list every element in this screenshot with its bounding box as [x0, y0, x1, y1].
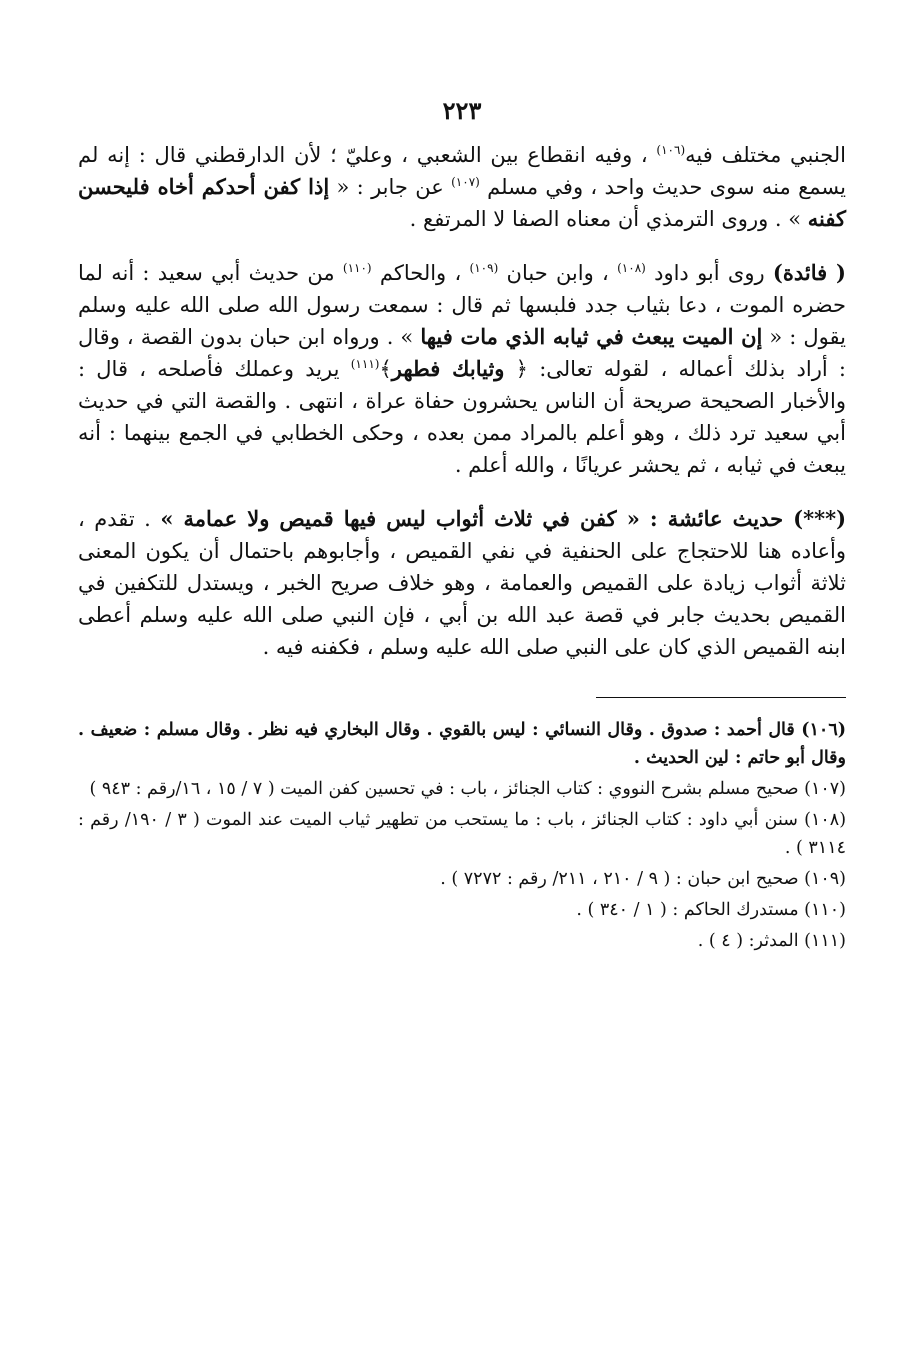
page-number: ٢٢٣ [442, 96, 482, 125]
footnote-109: (١٠٩) صحيح ابن حبان : ( ٩ / ٢١٠ ، ٢١١/ رقم : ٧٢٧٢ ) . [440, 869, 846, 889]
footnote-separator [596, 697, 846, 698]
footnote-106: (١٠٦) قال أحمد : صدوق . وقال النسائي : ليس بالقوي . وقال البخاري فيه نظر . وقال مسلم : ضعيف . وقال أبو حاتم : لين الحديث . [78, 720, 846, 768]
footnote-ref-109: (١٠٩) [469, 261, 499, 275]
faida-label: ( فائدة) [772, 260, 846, 285]
text: » . وروى الترمذي أن معناه الصفا لا المرتفع . [409, 207, 808, 231]
text: من حديث أبي سعيد : أنه لما حضره الموت ، دعا بثياب جدد فلبسها ثم قال : سمعت رسول الله صلى الله عليه وسلم يقول : « [78, 261, 846, 349]
text: عن جابر : « [329, 175, 452, 199]
footnote-separator-wrap [78, 697, 846, 698]
text: ، وابن حبان [498, 261, 618, 285]
text: » . ورواه ابن حبان بدون القصة ، وقال : أراد بذلك أعماله ، لقوله تعالى: ﴿ [78, 325, 846, 381]
footnotes [78, 716, 846, 955]
text: . تقدم ، وأعاده هنا للاحتجاج على الحنفية في نفي القميص ، وأجابوهم باحتمال أن يكون المعنى ثلاثة أثواب زيادة على القميص والعمامة ، وهو خلاف صريح الخبر ، ويستدل للتكفين في القميص بحديث جابر في قصة عبد الله بن أبي ، فإن النبي صلى الله عليه وسلم أعطى ابنه القميص الذي كان على النبي صلى الله عليه وسلم ، فكفنه فيه . [78, 507, 846, 659]
footnote-ref-107: (١٠٧) [451, 175, 480, 189]
text: ، والحاكم [371, 261, 470, 285]
footnote-ref-108: (١٠٨) [617, 261, 646, 275]
hadith-text: إن الميت يبعث في ثيابه الذي مات فيها [420, 324, 763, 349]
footnote-ref-110: (١١٠) [342, 261, 372, 275]
footnote-ref-106: (١٠٦) [656, 143, 686, 157]
hadith-text: إذا كفن أحدكم أخاه فليحسن كفنه [78, 174, 846, 231]
quran-verse: وثيابك فطهر [391, 356, 505, 381]
text: ﴾ [379, 357, 392, 381]
footnote-111: (١١١) المدثر: ( ٤ ) . [697, 931, 846, 951]
text: ، وفيه انقطاع بين الشعبي ، وعليّ ؛ لأن الدارقطني قال : إنه لم يسمع منه سوى حديث واحد ، وفي مسلم [78, 143, 846, 199]
footnote-ref-111: (١١١) [350, 357, 380, 371]
footnote-108: (١٠٨) سنن أبي داود : كتاب الجنائز ، باب : ما يستحب من تطهير ثياب الميت عند الموت ( ٣ / ١٩٠/ رقم : ٣١١٤ ) . [78, 810, 847, 858]
text: الجنبي مختلف فيه [685, 143, 846, 167]
paragraph-1 [78, 139, 846, 235]
text: روى أبو داود [645, 261, 773, 285]
footnote-107: (١٠٧) صحيح مسلم بشرح النووي : كتاب الجنائز ، باب : في تحسين كفن الميت ( ٧ / ١٥ ، ١٦/رقم : ٩٤٣ ) [89, 779, 846, 799]
paragraph-3 [78, 503, 846, 663]
text: يريد وعملك فأصلحه ، قال : والأخبار الصحيحة صريحة أن الناس يحشرون حفاة عراة ، انتهى . والقصة التي في حديث أبي سعيد ترد ذلك ، وهو أعلم بالمراد ممن بعده ، وحكى الخطابي في الجمع بينهما : أنه يبعث في ثيابه ، ثم يحشر عريانًا ، والله أعلم . [78, 357, 846, 477]
paragraph-2 [78, 257, 846, 481]
hadith-heading: (***) حديث عائشة : « كفن في ثلاث أثواب ليس فيها قميص ولا عمامة » [160, 506, 846, 531]
footnote-110: (١١٠) مستدرك الحاكم : ( ١ / ٣٤٠ ) . [576, 900, 846, 920]
